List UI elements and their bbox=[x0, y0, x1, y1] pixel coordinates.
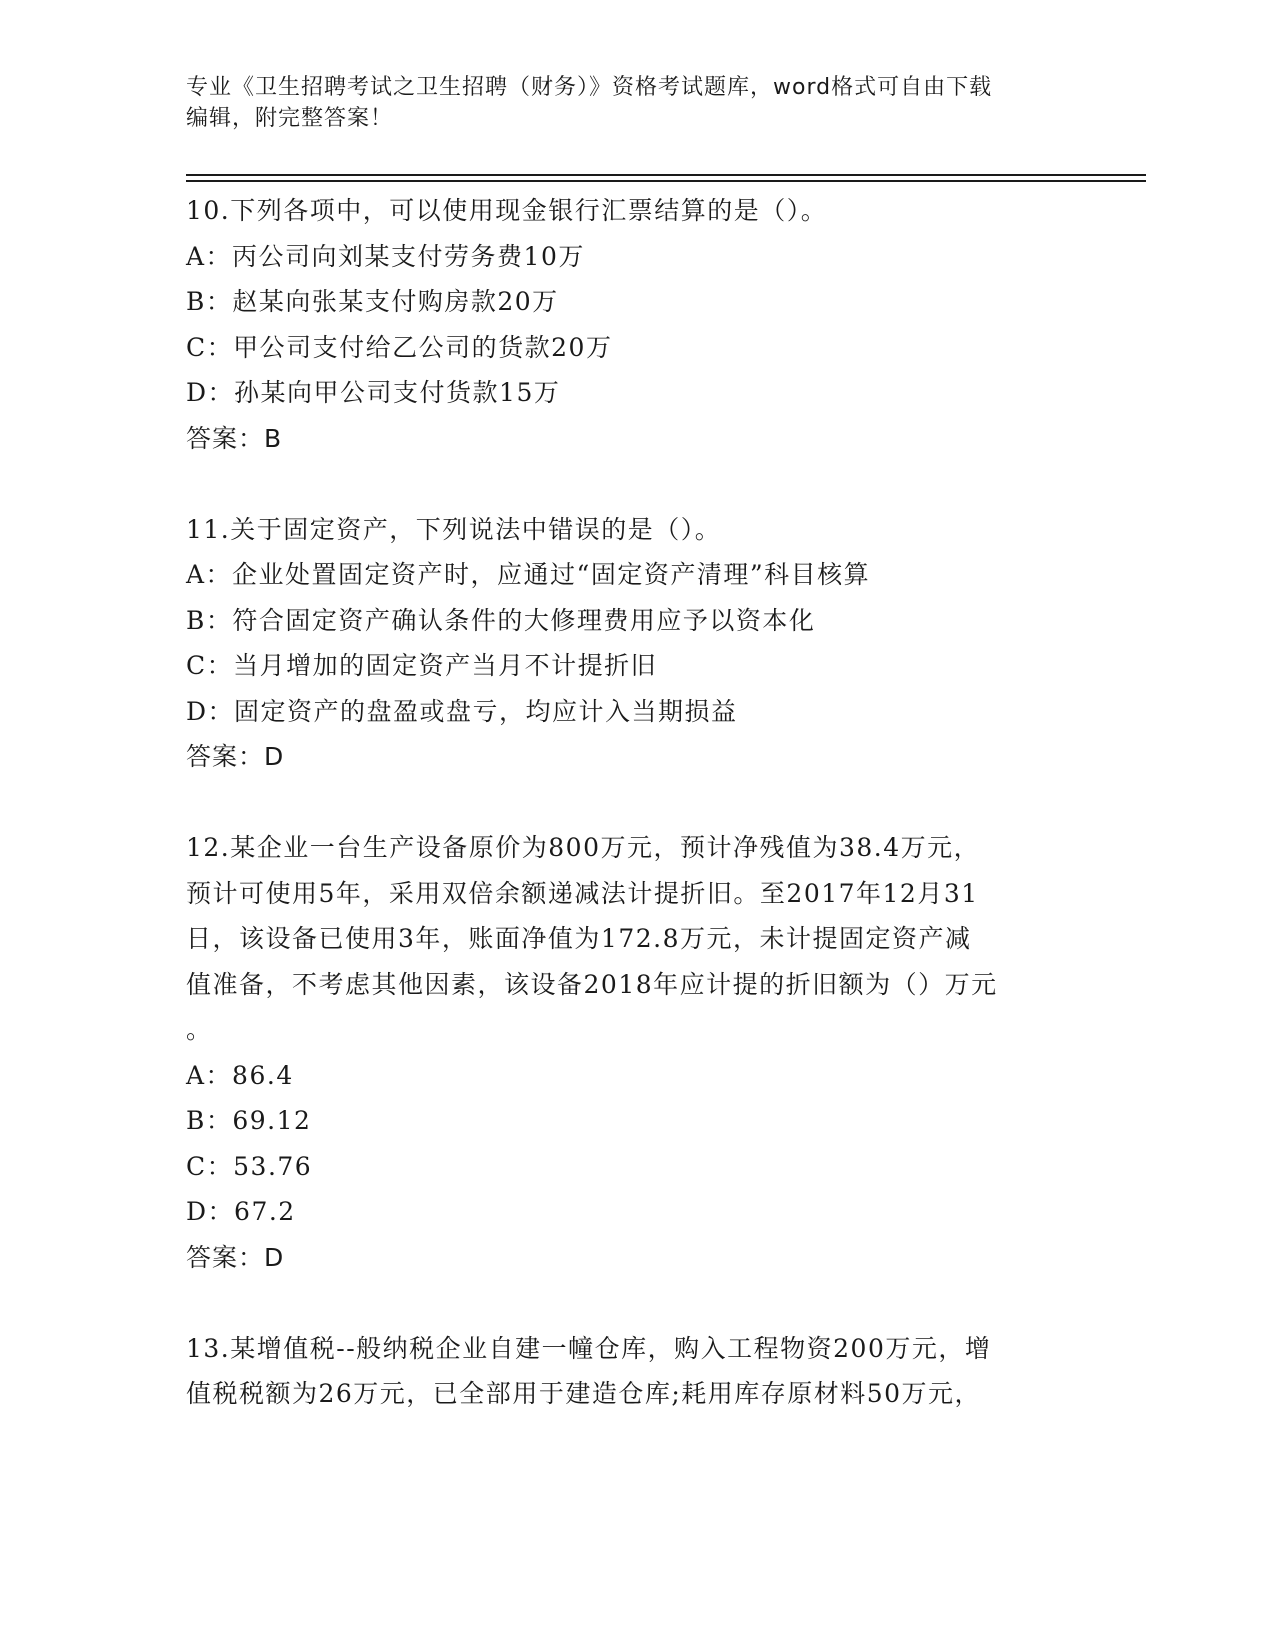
question-stem-line-2: 预计可使用5年，采用双倍余额递减法计提折旧。至2017年12月31 bbox=[186, 878, 979, 908]
option-a: A：企业处置固定资产时，应通过“固定资产清理”科目核算 bbox=[186, 560, 871, 589]
answer-line: 答案：B bbox=[186, 423, 283, 453]
question-spacer bbox=[186, 780, 1066, 826]
option-c: C：甲公司支付给乙公司的货款20万 bbox=[186, 332, 613, 362]
option-b: B：符合固定资产确认条件的大修理费用应予以资本化 bbox=[186, 605, 816, 635]
question-stem-line-5: 。 bbox=[186, 1015, 213, 1044]
question-spacer bbox=[186, 461, 1066, 507]
option-b: B：赵某向张某支付购房款20万 bbox=[186, 287, 559, 316]
question-stem-line-1: 12.某企业一台生产设备原价为800万元，预计净残值为38.4万元， bbox=[186, 833, 981, 862]
option-a: A：丙公司向刘某支付劳务费10万 bbox=[186, 241, 585, 271]
question-stem-line-2: 值税税额为26万元，已全部用于建造仓库;耗用库存原材料50万元， bbox=[186, 1379, 982, 1408]
question-stem: 11.关于固定资产，下列说法中错误的是（）。 bbox=[186, 514, 722, 544]
question-stem-line-4: 值准备，不考虑其他因素，该设备2018年应计提的折旧额为（）万元 bbox=[186, 969, 998, 999]
question-stem-line-3: 日，该设备已使用3年，账面净值为172.8万元，未计提固定资产减 bbox=[186, 924, 972, 953]
document-header bbox=[186, 72, 1066, 134]
option-c: C：当月增加的固定资产当月不计提折旧 bbox=[186, 651, 658, 680]
question-stem-line-1: 13.某增值税--般纳税企业自建一幢仓库，购入工程物资200万元，增 bbox=[186, 1333, 992, 1363]
question-13 bbox=[186, 1326, 1066, 1417]
header-divider-top bbox=[186, 174, 1146, 176]
option-c: C：53.76 bbox=[186, 1151, 313, 1181]
question-12 bbox=[186, 825, 1066, 1280]
question-stem: 10.下列各项中，可以使用现金银行汇票结算的是（）。 bbox=[186, 196, 828, 225]
question-10 bbox=[186, 188, 1066, 461]
option-d: D：67.2 bbox=[186, 1197, 296, 1226]
answer-line: 答案：D bbox=[186, 1242, 285, 1272]
question-spacer bbox=[186, 1280, 1066, 1326]
option-d: D：孙某向甲公司支付货款15万 bbox=[186, 378, 561, 407]
question-11 bbox=[186, 507, 1066, 780]
header-divider-bottom bbox=[186, 180, 1146, 182]
option-a: A：86.4 bbox=[186, 1060, 294, 1090]
option-d: D：固定资产的盘盈或盘亏，均应计入当期损益 bbox=[186, 696, 738, 726]
option-b: B：69.12 bbox=[186, 1106, 312, 1135]
answer-line: 答案：D bbox=[186, 742, 285, 771]
header-line-2: 编辑，附完整答案！ bbox=[186, 106, 394, 131]
question-list bbox=[186, 188, 1066, 1417]
header-line-1: 专业《卫生招聘考试之卫生招聘（财务）》资格考试题库，word格式可自由下载 bbox=[186, 75, 993, 100]
